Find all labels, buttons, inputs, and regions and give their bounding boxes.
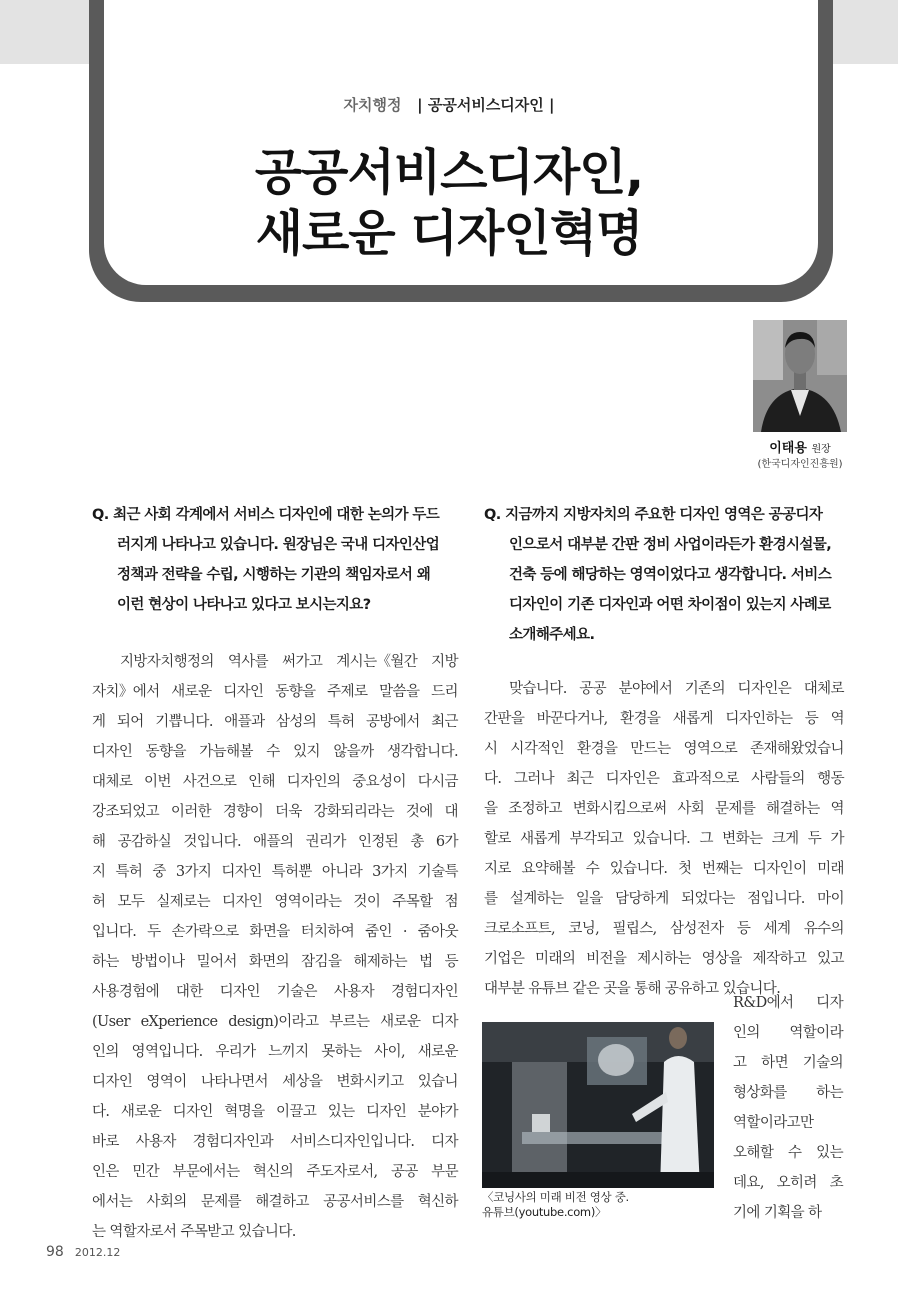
body-word: 중 <box>152 864 166 880</box>
right-question <box>484 500 831 650</box>
body-line <box>733 1198 843 1228</box>
body-word: 코닝, <box>568 921 600 937</box>
body-word: · <box>402 924 407 940</box>
body-word: 자치》에서 <box>92 684 160 700</box>
body-word: 두 <box>807 831 822 847</box>
body-word: 손가락으로 <box>171 924 239 940</box>
page-number: 98 <box>46 1244 64 1260</box>
question-line: Q. 최근 사회 각계에서 서비스 디자인에 대한 논의가 두드 <box>92 507 440 523</box>
body-word: 애플의 <box>253 834 294 850</box>
body-line <box>484 854 844 884</box>
body-word: 바꾼다거나, <box>536 711 608 727</box>
body-word: 새로운 <box>120 1104 162 1120</box>
question-line: 소개해주세요. <box>509 627 595 643</box>
body-word: 역 <box>830 711 844 727</box>
body-word: 크로소프트, <box>484 921 556 937</box>
body-line <box>92 887 458 917</box>
body-word: 있는 <box>816 1145 843 1161</box>
body-word: 디자인은 <box>737 681 792 697</box>
body-word: 사회의 <box>146 1194 187 1210</box>
body-word: 역 <box>830 801 844 817</box>
body-word: 디자 <box>816 995 843 1011</box>
body-word: 기존의 <box>684 681 725 697</box>
body-word: 변화시키고 <box>336 1074 404 1090</box>
left-body-text <box>92 647 458 1247</box>
body-word: 존재해왔었습니 <box>750 741 844 757</box>
body-word: 디자인 <box>172 1104 213 1120</box>
body-word: 미래 <box>817 861 844 877</box>
body-word: 필립스, <box>612 921 657 937</box>
body-word: 최근 <box>431 714 458 730</box>
body-word: 형상화를 <box>733 1085 787 1101</box>
body-word: 기술특 <box>417 864 458 880</box>
body-line-text: 역할이라고만 <box>733 1115 814 1131</box>
body-word: 가 <box>830 831 844 847</box>
body-word: 공방에서 <box>366 714 420 730</box>
body-word: 인은 <box>92 1164 119 1180</box>
body-word: 것입니다. <box>183 834 242 850</box>
body-word: 것이 <box>353 894 381 910</box>
body-word: 분야가 <box>417 1104 458 1120</box>
body-word: 미래의 <box>535 951 576 967</box>
body-word: 혁명을 <box>224 1104 265 1120</box>
body-word: 설계하는 <box>509 891 564 907</box>
body-word: 부문에서는 <box>172 1164 240 1180</box>
body-word: 오해할 <box>733 1145 774 1161</box>
body-word: 크게 <box>771 831 799 847</box>
body-word: 영역입니다. <box>131 1044 203 1060</box>
body-word: 에서는 <box>92 1194 133 1210</box>
body-word: 3가지 <box>175 864 212 880</box>
body-line-text: 는 역할자로서 주목받고 있습니다. <box>92 1224 296 1240</box>
body-word: 변화시킴으로써 <box>572 801 667 817</box>
body-line <box>733 1078 843 1108</box>
body-word: 경험디자인과 <box>192 1134 273 1150</box>
body-word: 영역이라는 <box>274 894 342 910</box>
interviewee-name: 이태용 <box>769 441 807 456</box>
body-word: 인정된 <box>357 834 399 850</box>
body-line <box>92 707 458 737</box>
body-word: 비전을 <box>586 951 627 967</box>
body-word: 인해 <box>248 774 275 790</box>
body-word: 지방 <box>431 654 458 670</box>
body-word: 조정하고 <box>508 801 562 817</box>
body-word: 지로 <box>484 861 511 877</box>
body-line <box>92 1187 458 1217</box>
question-line: 이런 현상이 나타나고 있다고 보시는지요? <box>117 597 371 613</box>
body-word: 유수의 <box>803 921 844 937</box>
body-word: 더욱 <box>274 804 302 820</box>
body-word: 권리가 <box>305 834 346 850</box>
body-word: 부문 <box>431 1164 458 1180</box>
body-word: 주목할 <box>392 894 433 910</box>
body-word: 디자인 <box>222 894 263 910</box>
body-word: 만드는 <box>630 741 671 757</box>
body-word: 대체로 <box>92 774 133 790</box>
body-word: 제작하고 <box>752 951 807 967</box>
body-word: 최근 <box>566 771 594 787</box>
body-word: 등 <box>444 954 458 970</box>
right-body-text <box>484 674 844 1004</box>
body-word: 새로운 <box>171 684 212 700</box>
body-word: 시 <box>484 741 498 757</box>
body-word: eXperience <box>140 1014 218 1030</box>
body-line <box>484 674 844 704</box>
body-word: 를 <box>484 891 498 907</box>
body-word: 공감하실 <box>117 834 172 850</box>
body-word: 문제를 <box>715 801 756 817</box>
body-word: 공공 <box>579 681 607 697</box>
body-word: 맞습니다. <box>509 681 567 697</box>
body-word: 바로 <box>92 1134 119 1150</box>
body-word: 그 <box>699 831 713 847</box>
body-word: 방법이나 <box>130 954 185 970</box>
body-word: 점 <box>444 894 458 910</box>
body-word: 고 <box>733 1055 747 1071</box>
body-word: 초 <box>829 1175 843 1191</box>
body-word: 수 <box>585 861 600 877</box>
body-word: 일을 <box>575 891 603 907</box>
body-word: 다. <box>484 771 502 787</box>
category-label: 자치행정 <box>343 96 402 114</box>
body-word: 모두 <box>117 894 145 910</box>
body-line <box>484 914 844 944</box>
body-word: 아니라 <box>321 864 363 880</box>
caption-line: 〈코닝사의 미래 비전 영상 중. <box>482 1190 629 1204</box>
body-word: 해결하고 <box>255 1194 309 1210</box>
body-word: 줌아웃 <box>417 924 458 940</box>
body-line <box>733 1048 843 1078</box>
body-word: 주도자로서, <box>306 1164 378 1180</box>
body-word: 번째는 <box>702 861 743 877</box>
body-word: 화면을 <box>249 924 290 940</box>
body-line <box>484 734 844 764</box>
body-word: 잠김을 <box>301 954 342 970</box>
body-word: 다. <box>92 1104 110 1120</box>
right-narrow-text <box>733 988 843 1228</box>
body-word: 사람들의 <box>751 771 805 787</box>
body-word: 디자인 <box>366 1104 407 1120</box>
body-word: 경향이 <box>222 804 264 820</box>
body-line <box>733 1168 843 1198</box>
body-word: 영역이 <box>146 1074 187 1090</box>
corning-video-still <box>482 1022 714 1188</box>
body-word: 등 <box>736 921 751 937</box>
left-question <box>92 500 439 620</box>
body-word: 하는 <box>816 1085 843 1101</box>
body-word: 그러나 <box>513 771 555 787</box>
body-word: 화면의 <box>248 954 290 970</box>
page-footer <box>46 1241 120 1260</box>
body-word: 시각적인 <box>510 741 565 757</box>
body-word: 서비스디자인입니다. <box>289 1134 415 1150</box>
body-word: 게 <box>92 714 106 730</box>
body-line <box>92 767 458 797</box>
body-line <box>92 647 458 677</box>
interviewee-photo <box>753 320 847 432</box>
body-line <box>92 1217 458 1247</box>
body-word: 첫 <box>677 861 692 877</box>
body-word: 줌인 <box>365 924 392 940</box>
body-word: 데요, <box>733 1175 764 1191</box>
body-word: 디자 <box>431 1134 458 1150</box>
body-word: 말씀을 <box>379 684 420 700</box>
body-word: 입니다. <box>92 924 137 940</box>
body-line <box>92 797 458 827</box>
body-line-text: 기에 기획을 하 <box>733 1205 822 1221</box>
body-word: 환경을 <box>577 741 618 757</box>
body-word: 있습니 <box>417 1074 458 1090</box>
body-word: 분야에서 <box>618 681 673 697</box>
body-line <box>92 677 458 707</box>
body-word: R&D에서 <box>733 995 794 1011</box>
body-word: 디자인 <box>92 744 133 760</box>
body-word: 세계 <box>763 921 791 937</box>
body-word: 제시하는 <box>637 951 691 967</box>
body-word: 대체로 <box>803 681 844 697</box>
body-word: 하면 <box>761 1055 788 1071</box>
body-word: design)이라고 <box>228 1014 319 1030</box>
body-word: 강조되었고 <box>92 804 160 820</box>
body-word: 허 <box>92 894 106 910</box>
body-word: 삼성전자 <box>669 921 724 937</box>
title-line-1: 공공서비스디자인, <box>254 144 644 201</box>
body-word: 사용자 <box>333 984 375 1000</box>
body-line <box>92 1127 458 1157</box>
body-word: 수 <box>787 1145 802 1161</box>
body-word: 디자인의 <box>286 774 341 790</box>
body-word: 디자인 <box>221 864 262 880</box>
body-word: 오히려 <box>776 1175 817 1191</box>
body-word: 써가고 <box>282 654 323 670</box>
body-word: 우리가 <box>215 1044 256 1060</box>
body-word: 사용경험에 <box>92 984 160 1000</box>
body-word: 실제로는 <box>156 894 210 910</box>
body-word: 지 <box>92 864 106 880</box>
body-word: 삼성의 <box>276 714 317 730</box>
body-word: 동향을 <box>145 744 186 760</box>
body-word: 있습니다. <box>609 861 668 877</box>
body-word: 되었다는 <box>681 891 735 907</box>
issue-date: 2012.12 <box>74 1246 121 1259</box>
body-word: 다시금 <box>417 774 458 790</box>
body-word: 할로 <box>484 831 511 847</box>
body-word: 기쁩니다. <box>155 714 213 730</box>
body-word: 밀어서 <box>196 954 237 970</box>
interviewee-role: 원장 <box>811 444 831 455</box>
body-line <box>92 917 458 947</box>
body-word: 요약해볼 <box>521 861 576 877</box>
body-line <box>484 884 844 914</box>
body-word: 역할이라 <box>789 1025 843 1041</box>
body-word: 공공서비스를 <box>323 1194 404 1210</box>
body-word: 사이, <box>374 1044 405 1060</box>
body-word: 특허 <box>327 714 355 730</box>
body-word: 디자 <box>431 1014 458 1030</box>
body-line <box>733 1108 843 1138</box>
body-line <box>92 857 458 887</box>
body-line <box>484 704 844 734</box>
body-word: 하는 <box>92 954 119 970</box>
body-word: 인의 <box>733 1025 760 1041</box>
body-line <box>484 794 844 824</box>
body-word: 특허 <box>115 864 143 880</box>
body-line <box>484 764 844 794</box>
body-word: 세상을 <box>282 1074 323 1090</box>
category-separator: | <box>417 96 423 114</box>
body-word: 특허뿐 <box>271 864 312 880</box>
body-word: 강화되리라는 <box>313 804 395 820</box>
body-word: 중요성이 <box>352 774 406 790</box>
title-line-2: 새로운 디자인혁명 <box>255 205 643 262</box>
body-word: 공공 <box>390 1164 418 1180</box>
body-word: 문제를 <box>200 1194 242 1210</box>
body-word: 담당하게 <box>615 891 669 907</box>
body-line <box>92 1097 458 1127</box>
body-word: 점입니다. <box>747 891 805 907</box>
body-word: 주제로 <box>327 684 368 700</box>
body-word: 3가지 <box>372 864 408 880</box>
body-word: 민간 <box>132 1164 160 1180</box>
body-word: 사회 <box>677 801 705 817</box>
body-word: 기술의 <box>802 1055 843 1071</box>
body-line <box>92 827 458 857</box>
interviewee-org: (한국디자인진흥원) <box>757 459 843 470</box>
article-title <box>0 142 898 264</box>
body-line <box>484 824 844 854</box>
body-word: 않을까 <box>333 744 374 760</box>
body-word: 동향을 <box>275 684 316 700</box>
body-line <box>733 988 843 1018</box>
body-word: 을 <box>484 801 498 817</box>
body-word: 변화는 <box>722 831 763 847</box>
body-line <box>92 977 458 1007</box>
body-word: 6가 <box>435 834 458 850</box>
body-word: 간판을 <box>484 711 525 727</box>
body-word: 터치하여 <box>300 924 355 940</box>
body-word: 사용자 <box>135 1134 176 1150</box>
body-word: 있는 <box>327 1104 355 1120</box>
body-word: 해 <box>92 834 106 850</box>
body-word: 생각합니다. <box>386 744 458 760</box>
body-word: 못하는 <box>321 1044 362 1060</box>
body-word: (User <box>92 1014 130 1030</box>
body-line <box>92 947 458 977</box>
body-word: 새롭게 <box>672 711 713 727</box>
body-word: 사건으로 <box>182 774 237 790</box>
body-word: 이번 <box>144 774 171 790</box>
body-word: 기업은 <box>484 951 525 967</box>
question-line: Q. 지금까지 지방자치의 주요한 디자인 영역은 공공디자 <box>484 507 823 523</box>
body-word: 새로운 <box>380 1014 421 1030</box>
body-word: 있습니다. <box>632 831 691 847</box>
body-word: 기술은 <box>276 984 317 1000</box>
caption-line: 유튜브(youtube.com)〉 <box>482 1205 607 1219</box>
body-word: 계시는《월간 <box>336 654 418 670</box>
body-line <box>733 1138 843 1168</box>
body-word: 법 <box>419 954 433 970</box>
body-word: 디자인하는 <box>725 711 793 727</box>
body-word: 느끼지 <box>268 1044 309 1060</box>
question-line: 인으로서 대부분 간판 정비 사업이라든가 환경시설물, <box>509 537 832 553</box>
body-word: 애플과 <box>224 714 265 730</box>
body-word: 해제하는 <box>353 954 408 970</box>
body-word: 이러한 <box>170 804 212 820</box>
body-word: 부각되고 <box>569 831 624 847</box>
body-word: 되어 <box>116 714 144 730</box>
body-word: 디자인 <box>219 984 260 1000</box>
body-word: 영상을 <box>701 951 742 967</box>
figure-caption <box>482 1190 722 1220</box>
body-word: 두 <box>147 924 161 940</box>
body-word: 디자인 <box>223 684 264 700</box>
body-word: 지방자치행정의 <box>119 654 214 670</box>
body-word: 영역으로 <box>683 741 738 757</box>
body-word: 등 <box>804 711 819 727</box>
body-word: 경험디자인 <box>390 984 458 1000</box>
body-line <box>92 1037 458 1067</box>
body-line <box>92 1157 458 1187</box>
body-word: 가늠해볼 <box>199 744 253 760</box>
body-word: 이끌고 <box>276 1104 317 1120</box>
body-line <box>733 1018 843 1048</box>
body-word: 혁신의 <box>252 1164 294 1180</box>
question-line: 디자인이 기존 디자인과 어떤 차이점이 있는지 사례로 <box>509 597 831 613</box>
body-line-text: 대부분 유튜브 같은 곳을 통해 공유하고 있습니다. <box>484 981 781 997</box>
body-word: 부르는 <box>329 1014 370 1030</box>
body-word: 역사를 <box>227 654 269 670</box>
body-word: 디자인 <box>92 1074 133 1090</box>
body-word: 드리 <box>431 684 458 700</box>
body-line <box>92 1007 458 1037</box>
body-line <box>92 1067 458 1097</box>
body-word: 해결하는 <box>766 801 820 817</box>
body-line <box>92 737 458 767</box>
body-word: 새롭게 <box>520 831 561 847</box>
body-word: 나타나면서 <box>200 1074 268 1090</box>
interviewee-name-line <box>700 437 898 456</box>
body-word: 마이 <box>817 891 844 907</box>
body-word: 행동 <box>817 771 844 787</box>
question-line: 러지게 나타나고 있습니다. 원장님은 국내 디자인산업 <box>117 537 440 553</box>
body-word: 혁신하 <box>417 1194 458 1210</box>
body-word: 수 <box>266 744 280 760</box>
body-word: 효과적으로 <box>671 771 739 787</box>
body-word: 대한 <box>175 984 203 1000</box>
body-line <box>484 944 844 974</box>
body-word: 대 <box>444 804 458 820</box>
body-word: 있고 <box>817 951 844 967</box>
body-word: 디자인은 <box>605 771 660 787</box>
body-word: 것에 <box>405 804 433 820</box>
question-line: 건축 등에 해당하는 영역이었다고 생각합니다. 서비스 <box>509 567 832 583</box>
body-word: 인의 <box>92 1044 119 1060</box>
question-line: 정책과 전략을 수립, 시행하는 기관의 책임자로서 왜 <box>117 567 431 583</box>
body-word: 총 <box>410 834 424 850</box>
body-word: 새로운 <box>417 1044 458 1060</box>
body-word: 디자인이 <box>752 861 807 877</box>
body-word: 있지 <box>293 744 320 760</box>
body-word: 환경을 <box>620 711 661 727</box>
section-label <box>0 94 898 115</box>
subcategory-label: 공공서비스디자인 | <box>427 96 555 114</box>
